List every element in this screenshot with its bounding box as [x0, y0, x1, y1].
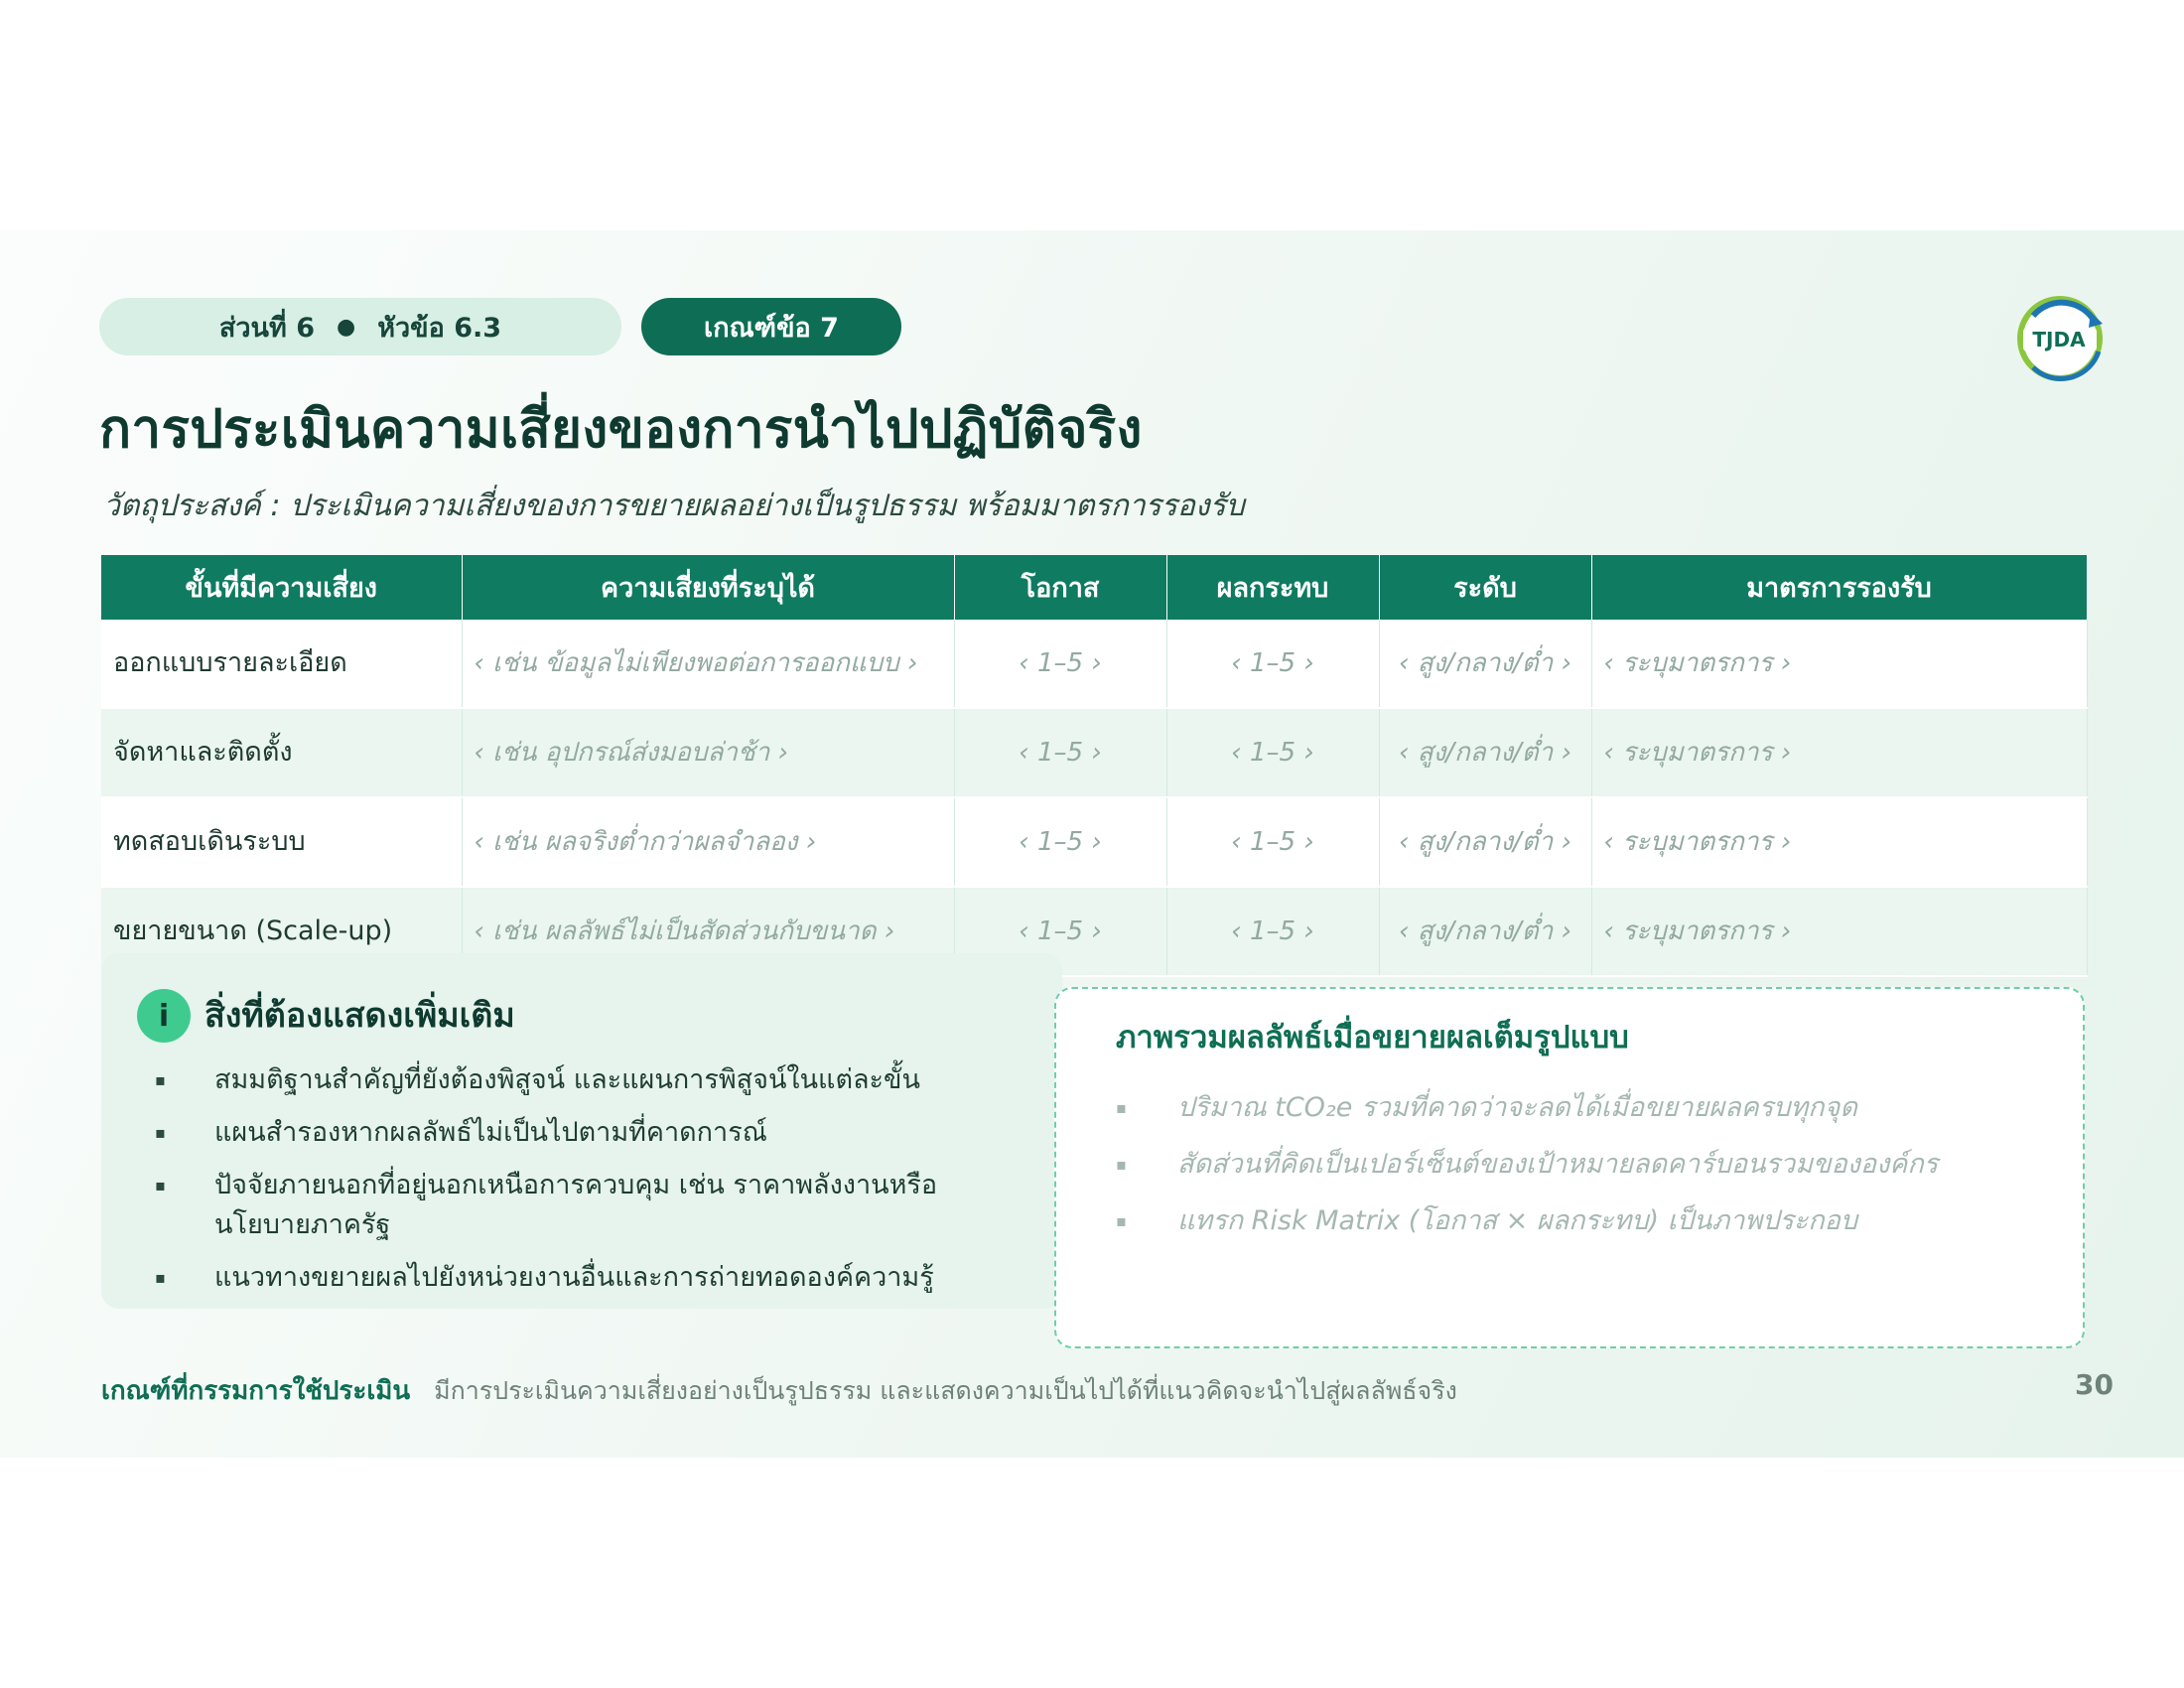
cell-risk: ‹ เช่น ผลลัพธ์ไม่เป็นสัดส่วนกับขนาด ›	[462, 887, 954, 976]
list-item	[149, 1258, 1023, 1298]
page-title: การประเมินความเสี่ยงของการนำไปปฏิบัติจริง	[99, 399, 1143, 460]
section-label: ส่วนที่ 6	[218, 312, 315, 344]
info-icon: i	[137, 989, 191, 1043]
page-number: 30	[2075, 1368, 2114, 1401]
footer-text: มีการประเมินความเสี่ยงอย่างเป็นรูปธรรม และแสดงความเป็นไปได้ที่แนวคิดจะนำไปสู่ผลลัพธ์จริง	[434, 1376, 1457, 1405]
cell-level: ‹ สูง/กลาง/ต่ำ ›	[1379, 797, 1591, 887]
list-item	[149, 1166, 1023, 1245]
tjda-logo	[2013, 292, 2107, 385]
cell-stage: ทดสอบเดินระบบ	[101, 797, 462, 887]
info-list	[149, 1060, 1023, 1311]
cell-mitigation: ‹ ระบุมาตรการ ›	[1591, 620, 2087, 708]
header-risk: ความเสี่ยงที่ระบุได้	[462, 555, 954, 620]
list-item	[1116, 1088, 2069, 1128]
criteria-label: เกณฑ์ข้อ 7	[704, 312, 839, 344]
cell-stage: จัดหาและติดตั้ง	[101, 708, 462, 797]
cell-impact: ‹ 1–5 ›	[1166, 620, 1379, 708]
table-row	[101, 797, 2087, 887]
cell-impact: ‹ 1–5 ›	[1166, 708, 1379, 797]
bullet-icon: ▪	[1116, 1098, 1127, 1117]
info-heading: สิ่งที่ต้องแสดงเพิ่มเติม	[205, 996, 515, 1036]
footer	[101, 1370, 1457, 1411]
table-header-row	[101, 555, 2087, 620]
bullet-icon: ▪	[155, 1070, 166, 1089]
cell-likelihood: ‹ 1–5 ›	[954, 887, 1166, 976]
cell-risk: ‹ เช่น ผลจริงต่ำกว่าผลจำลอง ›	[462, 797, 954, 887]
table-row	[101, 620, 2087, 708]
header-impact: ผลกระทบ	[1166, 555, 1379, 620]
bullet-icon: ▪	[155, 1123, 166, 1142]
cell-likelihood: ‹ 1–5 ›	[954, 620, 1166, 708]
bullet-icon: ▪	[1116, 1211, 1127, 1230]
list-item	[149, 1060, 1023, 1100]
page-subtitle: วัตถุประสงค์ : ประเมินความเสี่ยงของการขยายผลอย่างเป็นรูปธรรม พร้อมมาตรการรองรับ	[103, 489, 1245, 523]
header-stage: ขั้นที่มีความเสี่ยง	[101, 555, 462, 620]
header-mitigation: มาตรการรองรับ	[1591, 555, 2087, 620]
cell-risk: ‹ เช่น อุปกรณ์ส่งมอบล่าช้า ›	[462, 708, 954, 797]
section-badge	[99, 298, 621, 355]
summary-list	[1116, 1088, 2069, 1258]
cell-impact: ‹ 1–5 ›	[1166, 797, 1379, 887]
cell-stage: ออกแบบรายละเอียด	[101, 620, 462, 708]
header-level: ระดับ	[1379, 555, 1591, 620]
summary-heading: ภาพรวมผลลัพธ์เมื่อขยายผลเต็มรูปแบบ	[1116, 1020, 1629, 1055]
list-item-text: แทรก Risk Matrix (โอกาส × ผลกระทบ) เป็นภาพประกอบ	[1177, 1205, 1857, 1236]
cell-stage: ขยายขนาด (Scale-up)	[101, 887, 462, 976]
list-item-text: ปัจจัยภายนอกที่อยู่นอกเหนือการควบคุม เช่น ราคาพลังงานหรือนโยบายภาครัฐ	[214, 1170, 938, 1240]
bullet-icon: ▪	[155, 1268, 166, 1287]
cell-level: ‹ สูง/กลาง/ต่ำ ›	[1379, 708, 1591, 797]
cell-mitigation: ‹ ระบุมาตรการ ›	[1591, 797, 2087, 887]
list-item	[1116, 1145, 2069, 1185]
criteria-badge	[641, 298, 901, 355]
list-item-text: แนวทางขยายผลไปยังหน่วยงานอื่นและการถ่ายทอดองค์ความรู้	[214, 1262, 934, 1293]
risk-table	[101, 555, 2088, 977]
cell-mitigation: ‹ ระบุมาตรการ ›	[1591, 708, 2087, 797]
header-likelihood: โอกาส	[954, 555, 1166, 620]
bullet-icon: ▪	[155, 1176, 166, 1195]
cell-impact: ‹ 1–5 ›	[1166, 887, 1379, 976]
list-item-text: แผนสำรองหากผลลัพธ์ไม่เป็นไปตามที่คาดการณ์	[214, 1117, 767, 1148]
logo-text: TJDA	[2032, 328, 2086, 352]
list-item-text: สัดส่วนที่คิดเป็นเปอร์เซ็นต์ของเป้าหมายลดคาร์บอนรวมขององค์กร	[1177, 1149, 1939, 1180]
footer-label: เกณฑ์ที่กรรมการใช้ประเมิน	[101, 1376, 411, 1406]
list-item	[149, 1113, 1023, 1153]
list-item-text: สมมติฐานสำคัญที่ยังต้องพิสูจน์ และแผนการพิสูจน์ในแต่ละขั้น	[214, 1064, 920, 1095]
cell-mitigation: ‹ ระบุมาตรการ ›	[1591, 887, 2087, 976]
cell-likelihood: ‹ 1–5 ›	[954, 797, 1166, 887]
bullet-icon: ▪	[1116, 1155, 1127, 1174]
cell-level: ‹ สูง/กลาง/ต่ำ ›	[1379, 620, 1591, 708]
list-item	[1116, 1201, 2069, 1241]
cell-risk: ‹ เช่น ข้อมูลไม่เพียงพอต่อการออกแบบ ›	[462, 620, 954, 708]
separator-dot: ●	[337, 314, 356, 340]
topic-label: หัวข้อ 6.3	[377, 312, 502, 344]
summary-placeholder-box	[1054, 987, 2085, 1348]
list-item-text: ปริมาณ tCO₂e รวมที่คาดว่าจะลดได้เมื่อขยายผลครบทุกจุด	[1177, 1092, 1857, 1123]
table-row	[101, 708, 2087, 797]
cell-level: ‹ สูง/กลาง/ต่ำ ›	[1379, 887, 1591, 976]
info-box	[101, 953, 1062, 1309]
cell-likelihood: ‹ 1–5 ›	[954, 708, 1166, 797]
slide	[0, 230, 2184, 1458]
